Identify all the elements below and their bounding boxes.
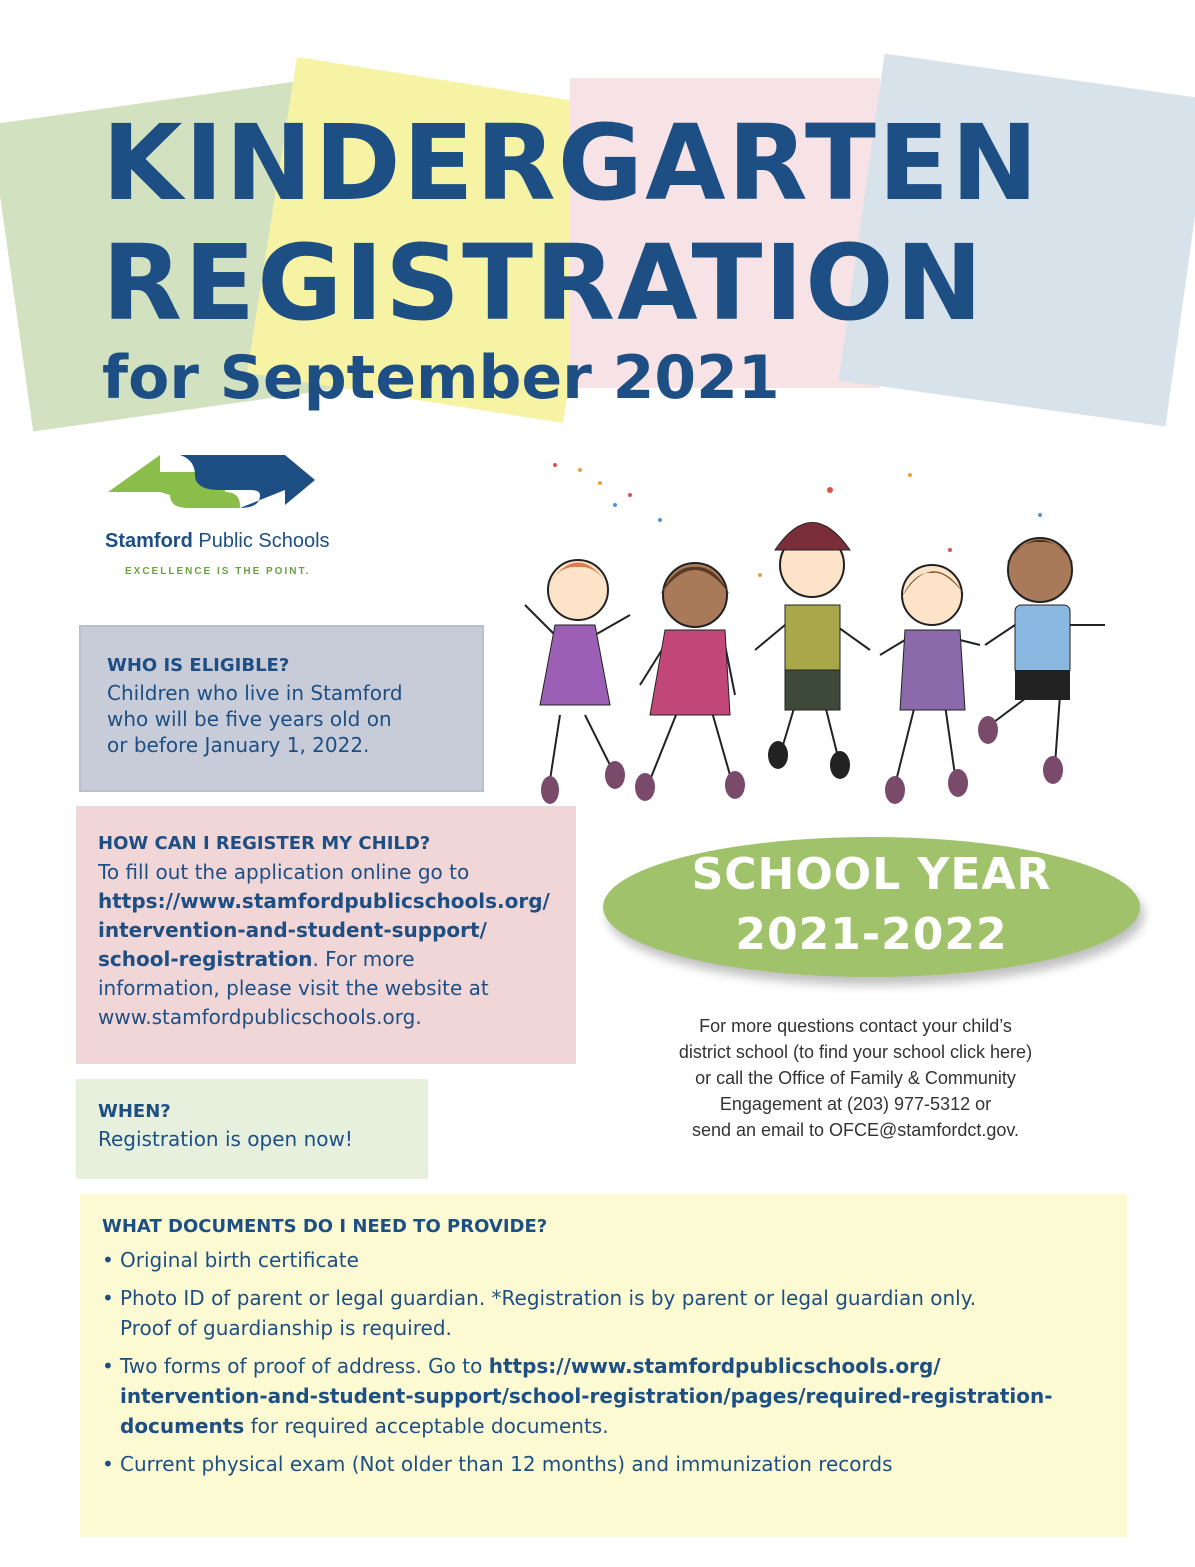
documents-title: WHAT DOCUMENTS DO I NEED TO PROVIDE? <box>102 1216 548 1237</box>
eligibility-title: WHO IS ELIGIBLE? <box>107 655 290 676</box>
eligibility-box <box>79 625 484 792</box>
when-box <box>76 1079 428 1179</box>
contact-line-4: Engagement at (203) 977-5312 or <box>719 1094 992 1114</box>
logo-tagline: EXCELLENCE IS THE POINT. <box>125 566 311 577</box>
eligibility-line-2: who will be five years old on <box>107 707 392 731</box>
documents-url-part-2[interactable]: intervention-and-student-support/school-registration/pages/required-registration- <box>120 1384 1053 1408</box>
headline-date: for September 2021 <box>102 343 780 413</box>
documents-url-part-3[interactable]: documents <box>120 1414 245 1438</box>
contact-line-1: For more questions contact your child’s <box>699 1016 1012 1036</box>
school-year-range: 2021-2022 <box>735 909 1008 960</box>
list-item: • Current physical exam (Not older than 12 months) and immunization records <box>102 1452 893 1476</box>
register-box <box>76 806 576 1064</box>
register-url-part-2[interactable]: intervention-and-student-support/ <box>98 918 487 942</box>
register-line-5: information, please visit the website at <box>98 976 489 1000</box>
register-after-url: . For more <box>312 947 415 971</box>
headline-registration: REGISTRATION <box>102 222 985 344</box>
register-line-1: To fill out the application online go to <box>98 860 470 884</box>
contact-line-3: or call the Office of Family & Community <box>695 1068 1016 1088</box>
list-item: • Two forms of proof of address. Go to https://www.stamfordpublicschools.org/ intervention-and-student-support/school-registration/pages/required-registration- documents for required acceptable documents. <box>102 1354 1053 1438</box>
documents-list <box>102 1245 1105 1479</box>
when-text: Registration is open now! <box>98 1127 353 1151</box>
eligibility-line-3: or before January 1, 2022. <box>107 733 370 757</box>
when-title: WHEN? <box>98 1101 171 1122</box>
register-title: HOW CAN I REGISTER MY CHILD? <box>98 833 431 854</box>
logo-name: Stamford Public Schools <box>105 530 330 552</box>
contact-line-2-find-school-link[interactable]: district school (to find your school click here) <box>678 1042 1033 1062</box>
documents-url-part-1[interactable]: https://www.stamfordpublicschools.org/ <box>488 1354 941 1378</box>
school-year-label: SCHOOL YEAR <box>691 849 1052 900</box>
register-website-link[interactable]: www.stamfordpublicschools.org. <box>98 1005 422 1029</box>
register-url-part-1[interactable]: https://www.stamfordpublicschools.org/ <box>98 889 550 913</box>
children-illustration-icon <box>500 455 1140 815</box>
school-year-badge <box>603 837 1140 977</box>
register-url-part-3[interactable]: school-registration <box>98 947 313 971</box>
list-item: • Photo ID of parent or legal guardian. *Registration is by parent or legal guardian only. Proof of guardianship is required. <box>102 1286 977 1340</box>
documents-box <box>80 1194 1127 1537</box>
eligibility-line-1: Children who live in Stamford <box>107 681 403 705</box>
headline-kindergarten: KINDERGARTEN <box>102 102 1041 224</box>
contact-info <box>618 1013 1093 1143</box>
contact-line-5-email-link[interactable]: send an email to OFCE@stamfordct.gov. <box>691 1120 1020 1140</box>
list-item: • Original birth certificate <box>102 1248 359 1272</box>
